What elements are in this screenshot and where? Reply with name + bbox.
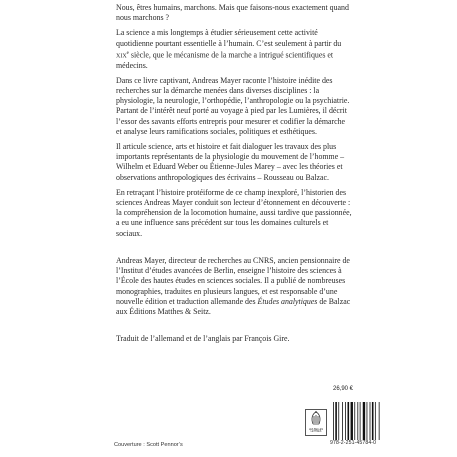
barcode-bar [360, 402, 361, 440]
author-bio [116, 256, 352, 317]
century-suffix: e [126, 50, 129, 56]
conclusion-paragraph: En retraçant l’histoire protéiforme de ce champ inexploré, l’historien des sciences Andreas Mayer conduit son lecteur d’étonnement en découverte : la compréhension de la locomotion humaine, aussi tardive que passionnée, a eu une influence sans précédent sur tous les domaines culturels et sociaux. [116, 187, 352, 238]
barcode-bar [367, 402, 368, 440]
author-bio-text-start: Andreas Mayer, directeur de recherches au CNRS, ancien pensionnaire de l’Institut d’études avancées de Berlin, enseigne l’histoire des sciences à l’École des hautes études en sciences sociales. Il a publié de nombreuses monographies, traduites en plusieurs langues, et est responsable d’une nouvelle édition et traduction allemande des [116, 255, 350, 306]
barcode-bar [335, 402, 337, 440]
barcode-bar [379, 402, 380, 440]
context-text-end: siècle, que le mécanisme de la marche a intrigué scientifiques et médecins. [116, 50, 334, 70]
intro-question: Nous, êtres humains, marchons. Mais que faisons-nous exactement quand nous marchons ? [116, 3, 349, 23]
century-numeral: xix [116, 50, 127, 60]
author-bio-text-end: de Balzac aux Éditions Matthes & Seitz. [116, 296, 351, 316]
publisher-logo-text: LES BELLES LETTRES [308, 427, 324, 434]
lyre-icon [306, 410, 326, 428]
barcode-bar [348, 402, 350, 440]
barcode-bar [370, 402, 371, 440]
isbn-number: 978-2-251-45784-0 [330, 440, 377, 446]
barcode-bar [345, 402, 346, 440]
publisher-logo [305, 409, 327, 436]
barcode-bar [357, 402, 358, 440]
back-cover-text [116, 3, 352, 349]
balzac-title: Études analytiques [257, 296, 318, 306]
barcode-bar [342, 402, 343, 440]
barcode-bar [351, 402, 353, 440]
barcode-bar [354, 402, 355, 440]
barcode-bar [375, 402, 376, 440]
barcode-bar [338, 402, 339, 440]
translator-credit: Traduit de l’allemand et de l’anglais par François Gire. [116, 334, 290, 344]
barcode-bar [363, 402, 365, 440]
barcode-bar [333, 402, 334, 440]
barcode [333, 402, 380, 440]
barcode-bar [372, 402, 374, 440]
cover-credit: Couverture : Scott Pennor’s [114, 442, 183, 448]
context-paragraph [116, 28, 352, 70]
summary-paragraph: Dans ce livre captivant, Andreas Mayer raconte l’histoire inédite des recherches sur la démarche menées dans diverses disciplines : la physiologie, la neurologie, l’orthopédie, l’anthropologie ou la psychiatrie. Partant de l’intérêt neuf porté au voyage à pied par les Lumières, il décrit l’essor des savants efforts entrepris pour mesurer et codifier la démarche et analyse leurs ramifications sociales, politiques et esthétiques. [116, 75, 350, 136]
context-text-start: La science a mis longtemps à étudier sérieusement cette activité quotidienne pourtant essentielle à l’humain. C’est seulement à partir du [116, 28, 342, 48]
approach-paragraph: Il articule science, arts et histoire et fait dialoguer les travaux des plus importants représentants de la physiologie du mouvement de l’homme – Wilhelm et Eduard Weber ou Étienne-Jules Marey – avec les théories et observations anthropologiques des écrivains – Rousseau ou Balzac. [116, 142, 345, 182]
price: 26,90 € [333, 386, 354, 392]
